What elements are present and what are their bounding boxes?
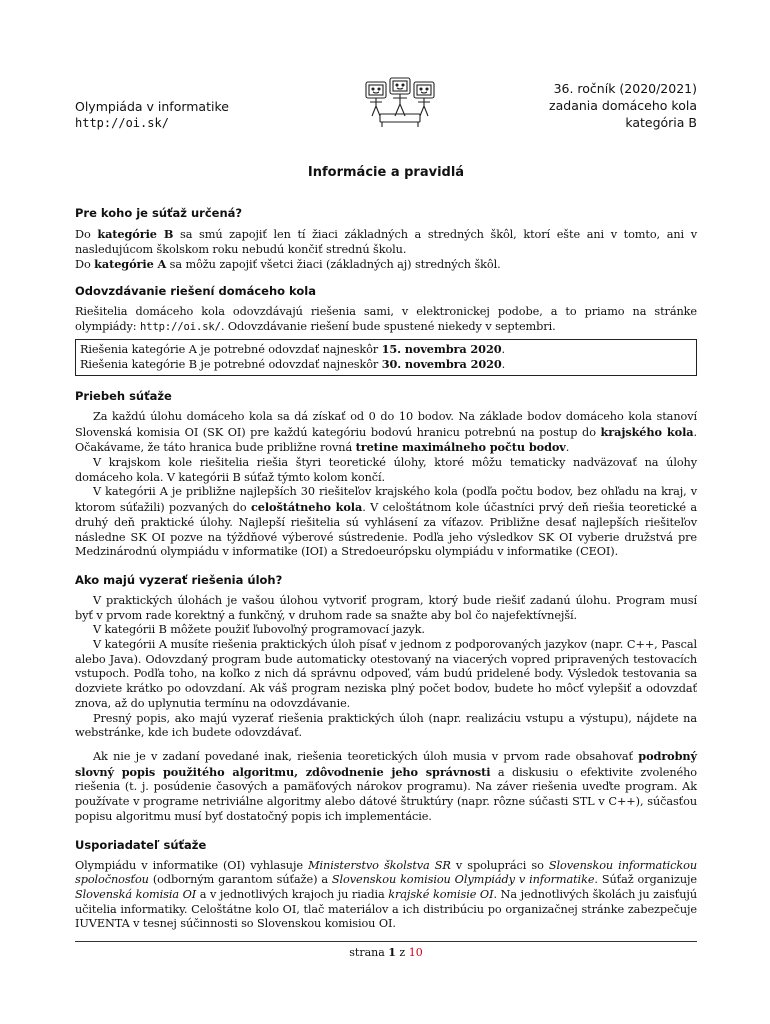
document-page — [75, 78, 697, 932]
page-title: Informácie a pravidlá — [307, 165, 465, 180]
paragraph-submission: Riešitelia domáceho kola odovzdávajú riešenia sami, v elektronickej podobe, a to priamo na stránke olympiády: http://oi.sk/. Odovzdávanie riešení bude spustené niekedy v septembri. — [75, 305, 697, 333]
deadline-a: Riešenia kategórie A je potrebné odovzdať najneskôr 15. novembra 2020. — [80, 341, 505, 356]
paragraph-category-a: Do kategórie A sa môžu zapojiť všetci žiaci (základných aj) stredných škôl. — [75, 257, 501, 272]
paragraph-points: Za každú úlohu domáceho kola sa dá získať od 0 do 10 bodov. Na základe bodov domáceho kola stanoví Slovenská komisia OI (SK OI) pre každú kategóriu bodovú hranicu potrebnú na postup do krajského kola. Očakávame, že táto hranica bude približne rovná tretine maximálneho počtu bodov. — [75, 409, 697, 455]
total-pages-link[interactable]: 10 — [408, 946, 423, 959]
olympiad-link[interactable]: http://oi.sk/ — [140, 320, 221, 333]
competition-url[interactable]: http://oi.sk/ — [75, 116, 169, 130]
paragraph-organizer: Olympiádu v informatike (OI) vyhlasuje Ministerstvo školstva SR v spolupráci so Slovenskou informatickou spoločnosťou (odborným garantom súťaže) a Slovenskou komisiou Olympiády v informatike. Súťaž organizuje Slovenská komisia OI a v jednotlivých krajoch ju riadia krajské komisie OI. Na jednotlivých školách ju zaisťujú učitelia informatiky. Celoštátne kolo OI, tlač materiálov a ich distribúciu po organizačnej stránke zabezpečuje IUVENTA v tesnej súčinnosti so Slovenskou komisiou OI. — [75, 858, 697, 931]
paragraph-category-a-language: V kategórii A musíte riešenia praktických úloh písať v jednom z podporovaných jazykov (napr. C++, Pascal alebo Java). Odovzdaný program bude automaticky otestovaný na viacerých vopred pripravených testovacích vstupoch. Podľa toho, na koľko z nich dá správnu odpoveď, vám budú pridelené body. Výsledok testovania sa dozviete krátko po odovzdaní. Ak váš program neziska plný počet bodov, budete ho môcť vylepšiť a odovzdať znova, až do uplynutia termínu na odovzdávanie. — [75, 638, 697, 710]
section-heading-progress: Priebeh súťaže — [75, 388, 172, 403]
category: kategória B — [625, 115, 697, 130]
page-footer: strana 1 z 10 — [349, 946, 423, 959]
header-left — [75, 98, 229, 132]
paragraph-practical: V praktických úlohách je vašou úlohou vytvoriť program, ktorý bude riešiť zadanú úlohu. Program musí byť v prvom rade korektný a funkčný, v druhom rade sa snažte aby bol čo najefektívnejší. — [75, 593, 697, 622]
current-page-number: 1 — [388, 946, 396, 959]
section-heading-solutions: Ako majú vyzerať riešenia úloh? — [75, 572, 283, 587]
competition-name: Olympiáda v informatike — [75, 99, 229, 114]
paragraph-category-b-language: V kategórii B môžete použiť ľubovoľný programovací jazyk. — [93, 623, 425, 637]
footer-divider — [75, 941, 697, 942]
paragraph-regional: V krajskom kole riešitelia riešia štyri teoretické úlohy, ktoré môžu tematicky nadväzovať na úlohy domáceho kola. V kategórii B súťaž týmto kolom končí. — [75, 456, 697, 484]
round-name: zadania domáceho kola — [549, 98, 697, 113]
paragraph-theoretical: Ak nie je v zadaní povedané inak, riešenia teoretických úloh musia v prvom rade obsahovať podrobný slovný popis použitého algoritmu, zdôvodnenie jeho správnosti a diskusiu o efektivite zvoleného riešenia (t. j. posúdenie časových a pamäťových nárokov programu). Na záver riešenia uveďte program. Ak používate v programe netriviálne algoritmy alebo dátové štruktúry (napr. rôzne súčasti STL v C++), súčasťou popisu algoritmu musí byť dostatočný popis ich implementácie. — [75, 748, 697, 823]
paragraph-category-b: Do kategórie B sa smú zapojiť len tí žiaci základných a stredných škôl, ktorí ešte ani v tomto, ani v nasledujúcom školskom roku nebudú končiť strednú školu. — [75, 227, 697, 256]
deadline-b: Riešenia kategórie B je potrebné odovzdať najneskôr 30. novembra 2020. — [80, 357, 506, 372]
header-right — [549, 80, 697, 131]
section-heading-organizer: Usporiadateľ súťaže — [75, 837, 207, 852]
edition: 36. ročník (2020/2021) — [553, 81, 697, 96]
paragraph-io-description: Presný popis, ako majú vyzerať riešenia praktických úloh (napr. realizáciu vstupu a výstupu), nájdete na webstránke, kde ich budete odovzdávať. — [75, 711, 697, 740]
olympiad-logo-icon — [360, 76, 440, 128]
section-heading-who: Pre koho je súťaž určená? — [75, 206, 243, 220]
paragraph-national: V kategórii A je približne najlepších 30 riešiteľov krajského kola (podľa počtu bodov, bez ohľadu na kraj, v ktorom súťažili) pozvaných do celoštátneho kola. V celoštátnom kole účastníci prvý deň riešia teoretické a druhý deň praktické úlohy. Najlepší riešitelia sú vyhlásení za víťazov. Približne desať najlepších riešiteľov následne SK OI pozve na týždňové výberové sústredenie. Podľa jeho výsledkov SK OI vyberie družstvá pre Medzinárodnú olympiádu v informatike (IOI) a Stredoeurópsku olympiádu v informatike (CEOI). — [75, 485, 697, 559]
page-header — [75, 78, 697, 134]
deadline-box — [75, 339, 697, 376]
section-heading-submission: Odovzdávanie riešení domáceho kola — [75, 284, 316, 299]
